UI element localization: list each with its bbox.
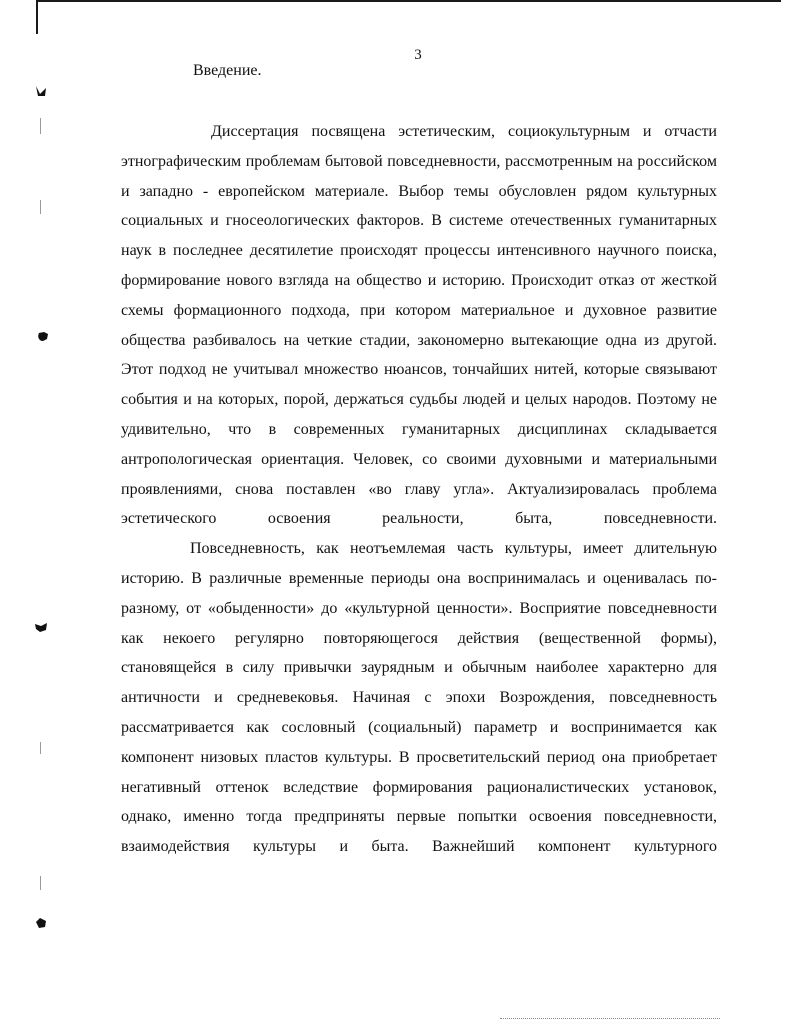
binder-hole-mark-icon [34,620,48,634]
scan-edge-top [36,0,781,2]
scan-edge-bottom [500,1018,720,1020]
page-title: Введение. [193,62,262,79]
paragraph: Повседневность, как неотъемлемая часть культуры, имеет длительную историю. В различные временные периоды она воспринималась и оценивалась по-разному, от «обыденности» до «культурной ценности». Восприятие повседневности как некоего регулярно повторяющегося действия (вещественной формы), становящейся в силу привычки заурядным и обычным наиболее характерно для античности и средневековья. Начиная с эпохи Возрождения, повседневность рассматривается как сословный (социальный) параметр и воспринимается как компонент низовых пластов культуры. В просветительский период она приобретает негативный оттенок вследствие формирования рационалистических установок, однако, именно тогда предприняты первые попытки освоения повседневности, взаимодействия культуры и быта. Важнейший компонент культурного [121,540,717,856]
scan-edge-dash [40,876,41,890]
page-number: 3 [414,47,422,63]
scan-edge-dash [40,200,41,214]
paragraph: Диссертация посвящена эстетическим, социокультурным и отчасти этнографическим проблемам бытовой повседневности, рассмотренным на российском и западно - европейском материале. Выбор темы обусловлен рядом культурных социальных и гносеологических факторов. В системе отечественных гуманитарных наук в последнее десятилетие происходят процессы интенсивного научного поиска, формирование нового взгляда на общество и историю. Происходит отказ от жесткой схемы формационного подхода, при котором материальное и духовное развитие общества разбивалось на четкие стадии, закономерно вытекающие одна из другой. Этот подход не учитывал множество нюансов, тончайших нитей, которые связывают события и на которых, порой, держаться судьбы людей и целых народов. Поэтому не удивительно, что в современных гуманитарных дисциплинах складывается антропологическая ориентация. Человек, со своими духовными и материальными проявлениями, снова поставлен «во главу угла». Актуализировалась проблема эстетического освоения реальности, быта, повседневности. [121,123,717,528]
scan-edge-left [36,0,38,34]
scan-edge-dash [40,742,41,754]
body-text [121,117,717,862]
scan-edge-dash [40,118,41,134]
binder-hole-mark-icon [34,916,48,930]
binder-hole-mark-icon [34,84,48,98]
binder-hole-mark-icon [36,330,50,344]
